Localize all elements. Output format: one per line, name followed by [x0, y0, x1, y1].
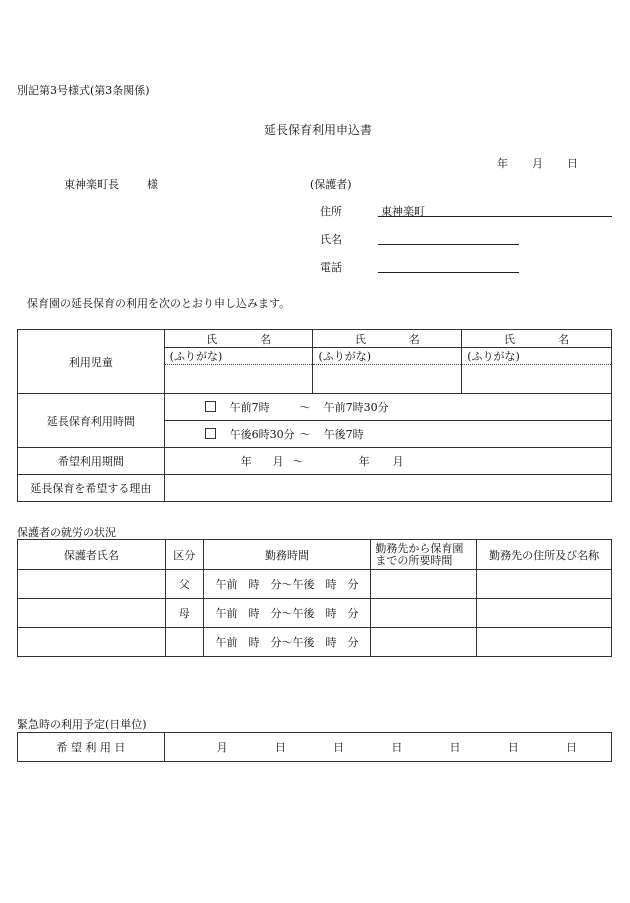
emergency-table: [17, 732, 612, 762]
address-underline: [378, 216, 612, 217]
col-hours: 勤務時間: [203, 540, 371, 570]
workplace-cell[interactable]: [477, 570, 612, 599]
phone-underline[interactable]: [378, 272, 519, 273]
child-label: 利用児童: [18, 330, 165, 394]
furigana-3: (ふりがな): [462, 348, 612, 365]
date-year-label: 年: [497, 157, 508, 170]
form-title: 延長保育利用申込書: [264, 123, 373, 137]
child-name-header-2: 氏 名: [313, 330, 462, 348]
recipient-honorific: 様: [147, 178, 158, 191]
phone-label: 電話: [320, 261, 342, 274]
intro-text: 保育園の延長保育の利用を次のとおり申し込みます。: [27, 297, 291, 310]
reason-label: 延長保育を希望する理由: [18, 475, 165, 502]
commute-cell[interactable]: [371, 599, 477, 628]
address-label: 住所: [320, 205, 342, 218]
application-table: [17, 329, 612, 502]
furigana-2: (ふりがな): [313, 348, 462, 365]
name-label: 氏名: [320, 233, 342, 246]
category-cell: [165, 628, 203, 657]
child-name-header-3: 氏 名: [462, 330, 612, 348]
commute-cell[interactable]: [371, 570, 477, 599]
time-option-evening[interactable]: 午後6時30分 〜 午後7時: [164, 421, 611, 448]
col-workplace: 勤務先の住所及び名称: [477, 540, 612, 570]
col-category: 区分: [165, 540, 203, 570]
furigana-1: (ふりがな): [164, 348, 313, 365]
hours-cell[interactable]: 午前 時 分〜午後 時 分: [203, 570, 371, 599]
guardian-name-cell[interactable]: [18, 628, 166, 657]
reason-field[interactable]: [164, 475, 611, 502]
name-underline[interactable]: [378, 244, 519, 245]
col-guardian-name: 保護者氏名: [18, 540, 166, 570]
table-row: [18, 628, 612, 657]
hours-cell[interactable]: 午前 時 分〜午後 時 分: [203, 628, 371, 657]
period-label: 希望利用期間: [18, 448, 165, 475]
child-name-field-3[interactable]: [462, 365, 612, 394]
date-day-label: 日: [567, 157, 578, 170]
child-name-field-2[interactable]: [313, 365, 462, 394]
table-row: [18, 570, 612, 599]
col-commute: 勤務先から保育園までの所要時間: [371, 540, 477, 570]
emergency-section-title: 緊急時の利用予定(日単位): [17, 718, 147, 731]
workplace-cell[interactable]: [477, 599, 612, 628]
guardian-name-cell[interactable]: [18, 599, 166, 628]
work-table: [17, 539, 612, 657]
checkbox-icon[interactable]: [205, 401, 216, 412]
category-cell: 父: [165, 570, 203, 599]
category-cell: 母: [165, 599, 203, 628]
recipient: 東神楽町長: [64, 178, 119, 191]
guardian-label: (保護者): [310, 178, 352, 191]
table-row: [18, 599, 612, 628]
hours-cell[interactable]: 午前 時 分〜午後 時 分: [203, 599, 371, 628]
guardian-name-cell[interactable]: [18, 570, 166, 599]
time-option-morning[interactable]: 午前7時 〜 午前7時30分: [164, 394, 611, 421]
child-name-field-1[interactable]: [164, 365, 313, 394]
desired-date-label: 希 望 利 用 日: [18, 733, 165, 762]
workplace-cell[interactable]: [477, 628, 612, 657]
work-section-title: 保護者の就労の状況: [17, 526, 116, 539]
commute-cell[interactable]: [371, 628, 477, 657]
period-field[interactable]: 年 月 〜 年 月: [164, 448, 611, 475]
child-name-header-1: 氏 名: [164, 330, 313, 348]
desired-date-field[interactable]: 月 日 日 日 日 日 日: [164, 733, 611, 762]
checkbox-icon[interactable]: [205, 428, 216, 439]
form-number: 別記第3号様式(第3条関係): [17, 84, 150, 97]
extended-time-label: 延長保育利用時間: [18, 394, 165, 448]
date-month-label: 月: [532, 157, 543, 170]
address-value[interactable]: 東神楽町: [381, 205, 425, 218]
